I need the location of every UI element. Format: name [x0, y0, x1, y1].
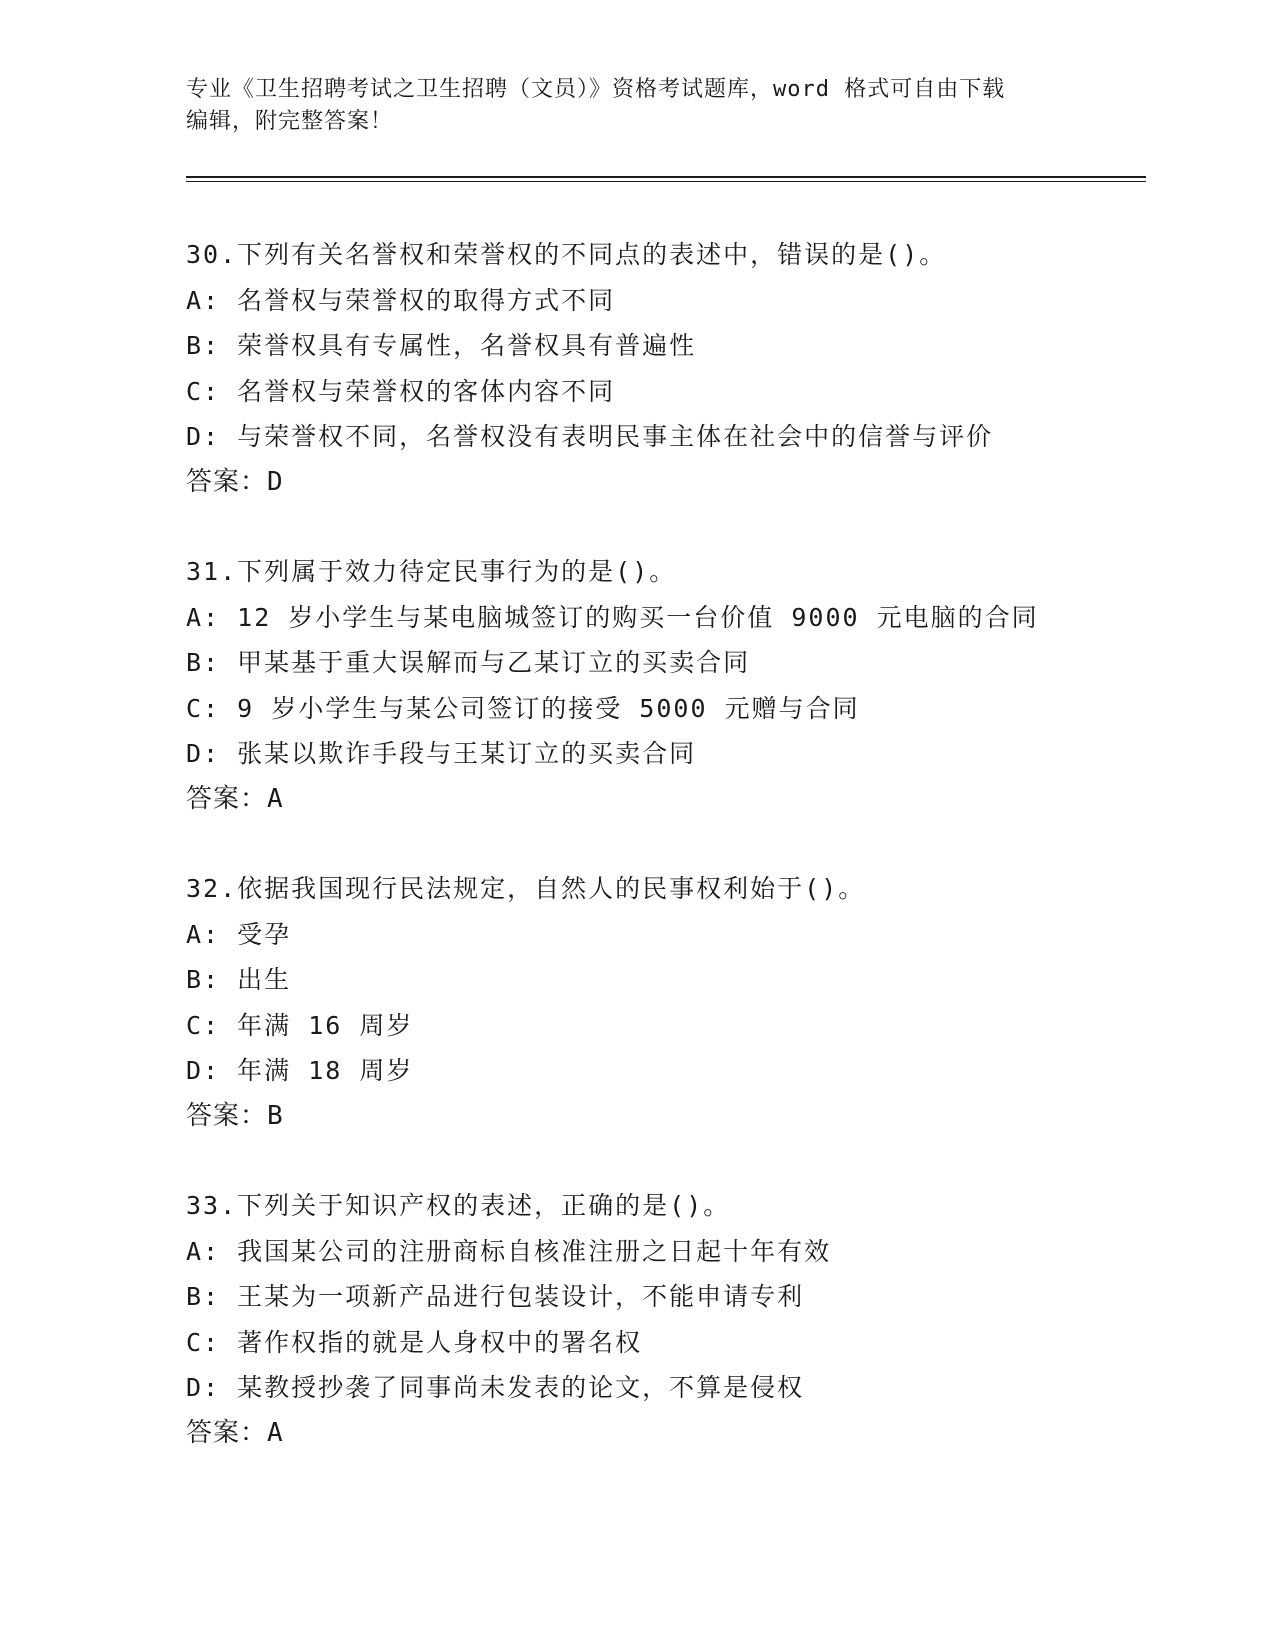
answer-line — [186, 1094, 1146, 1140]
option-a: A: 我国某公司的注册商标自核准注册之日起十年有效 — [186, 1236, 832, 1266]
option-d: D: 年满 18 周岁 — [186, 1056, 414, 1085]
option-a: A: 受孕 — [186, 919, 292, 949]
option-b: B: 出生 — [186, 965, 292, 994]
option-c: C: 著作权指的就是人身权中的署名权 — [186, 1327, 643, 1357]
option-a: A: 12 岁小学生与某电脑城签订的购买一台价值 9000 元电脑的合同 — [186, 602, 1039, 632]
header-line-1: 专业《卫生招聘考试之卫生招聘（文员）》资格考试题库，word 格式可自由下载 — [186, 77, 1006, 102]
option-b: B: 甲某基于重大误解而与乙某订立的买卖合同 — [186, 648, 751, 677]
option-c: C: 年满 16 周岁 — [186, 1010, 414, 1040]
answer-label: 答案： — [186, 1100, 268, 1131]
question-33 — [186, 1183, 1146, 1456]
answer-value: A — [267, 783, 283, 814]
question-32 — [186, 866, 1146, 1139]
option-d: D: 与荣誉权不同，名誉权没有表明民事主体在社会中的信誉与评价 — [186, 422, 994, 451]
document-header — [186, 74, 1086, 138]
option-d: D: 某教授抄袭了同事尚未发表的论文，不算是侵权 — [186, 1373, 805, 1402]
question-stem: 31.下列属于效力待定民事行为的是()。 — [186, 557, 677, 586]
answer-label: 答案： — [186, 1417, 268, 1448]
answer-line — [186, 777, 1146, 823]
option-d: D: 张某以欺诈手段与王某订立的买卖合同 — [186, 739, 697, 768]
question-stem: 30.下列有关名誉权和荣誉权的不同点的表述中，错误的是()。 — [186, 240, 947, 269]
answer-label: 答案： — [186, 466, 268, 497]
header-line-2: 编辑，附完整答案！ — [186, 109, 394, 134]
question-stem: 33.下列关于知识产权的表述，正确的是()。 — [186, 1191, 731, 1220]
option-b: B: 荣誉权具有专属性，名誉权具有普遍性 — [186, 331, 697, 360]
option-c: C: 名誉权与荣誉权的客体内容不同 — [186, 376, 616, 406]
answer-value: B — [267, 1100, 283, 1131]
header-divider — [186, 176, 1146, 182]
question-31 — [186, 549, 1146, 822]
option-a: A: 名誉权与荣誉权的取得方式不同 — [186, 285, 616, 315]
answer-value: A — [267, 1417, 283, 1448]
answer-line — [186, 1411, 1146, 1457]
option-b: B: 王某为一项新产品进行包装设计，不能申请专利 — [186, 1282, 805, 1311]
divider-line-thin — [186, 181, 1146, 182]
question-list — [186, 232, 1146, 1500]
answer-label: 答案： — [186, 783, 268, 814]
answer-line — [186, 460, 1146, 506]
option-c: C: 9 岁小学生与某公司签订的接受 5000 元赠与合同 — [186, 693, 860, 723]
question-stem: 32.依据我国现行民法规定，自然人的民事权利始于()。 — [186, 874, 866, 903]
question-30 — [186, 232, 1146, 505]
answer-value: D — [267, 466, 283, 497]
